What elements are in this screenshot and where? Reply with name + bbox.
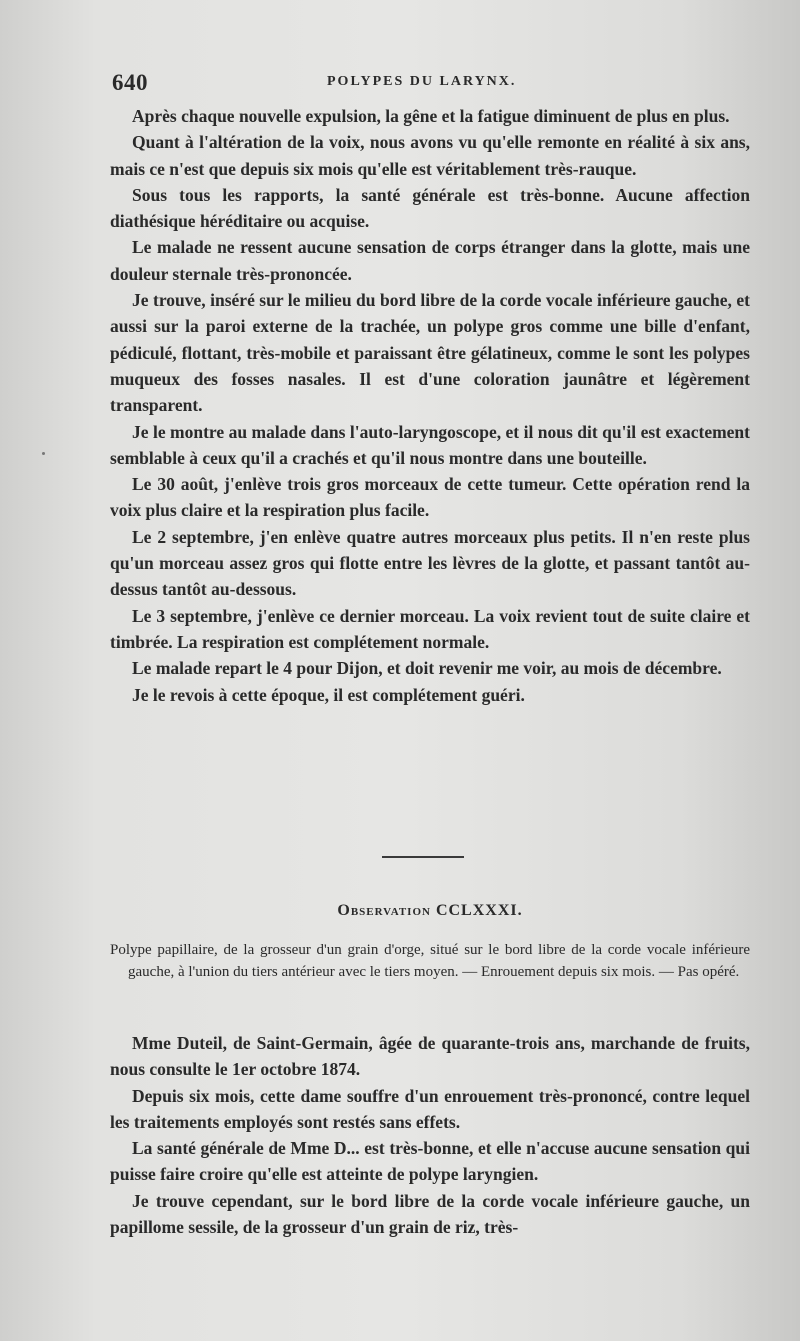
section-divider <box>382 856 464 858</box>
case-continuation-text <box>110 103 750 708</box>
paragraph: Le 3 septembre, j'enlève ce dernier morceau. La voix revient tout de suite claire et timbrée. La respiration est complétement normale. <box>110 605 750 652</box>
paragraph: Mme Duteil, de Saint-Germain, âgée de quarante-trois ans, marchande de fruits, nous consulte le 1er octobre 1874. <box>110 1033 750 1080</box>
paragraph: Le 30 août, j'enlève trois gros morceaux de cette tumeur. Cette opération rend la voix plus claire et la respiration plus facile. <box>110 474 750 521</box>
running-head: POLYPES DU LARYNX. <box>327 74 517 89</box>
paragraph: Je trouve cependant, sur le bord libre de la corde vocale inférieure gauche, un papillome sessile, de la grosseur d'un grain de riz, très- <box>110 1190 750 1238</box>
paragraph: Depuis six mois, cette dame souffre d'un enrouement très-prononcé, contre lequel les traitements employés sont restés sans effets. <box>110 1085 750 1132</box>
page-header <box>112 70 752 100</box>
observation-text <box>110 1030 750 1240</box>
paragraph: Je le montre au malade dans l'auto-laryngoscope, et il nous dit qu'il est exactement semblable à ceux qu'il a crachés et qu'il nous montre dans une bouteille. <box>110 421 750 468</box>
paragraph: Le 2 septembre, j'en enlève quatre autres morceaux plus petits. Il n'en reste plus qu'un morceau assez gros qui flotte entre les lèvres de la glotte, et passant tantôt au-dessus tantôt au-dessous. <box>110 526 750 600</box>
paragraph: La santé générale de Mme D... est très-bonne, et elle n'accuse aucune sensation qui puisse faire croire qu'elle est atteinte de polype laryngien. <box>110 1138 750 1185</box>
observation-summary: Polype papillaire, de la grosseur d'un grain d'orge, situé sur le bord libre de la corde vocale inférieure gauche, à l'union du tiers antérieur avec le tiers moyen. — Enrouement depuis six mois. — Pas opéré. <box>110 942 750 980</box>
paragraph: Je le revois à cette époque, il est complétement guéri. <box>132 684 525 705</box>
paragraph: Le malade repart le 4 pour Dijon, et doit revenir me voir, au mois de décembre. <box>132 658 722 679</box>
paragraph: Quant à l'altération de la voix, nous avons vu qu'elle remonte en réalité à six ans, mais ce n'est que depuis six mois qu'elle est véritablement très-rauque. <box>110 132 750 179</box>
paragraph: Après chaque nouvelle expulsion, la gêne et la fatigue diminuent de plus en plus. <box>132 106 730 126</box>
print-speck <box>42 452 45 455</box>
paragraph: Le malade ne ressent aucune sensation de corps étranger dans la glotte, mais une douleur sternale très-prononcée. <box>110 237 750 284</box>
observation-title: Observation CCLXXXI. <box>337 902 523 919</box>
paragraph: Sous tous les rapports, la santé générale est très-bonne. Aucune affection diathésique héréditaire ou acquise. <box>110 184 750 232</box>
paragraph: Je trouve, inséré sur le milieu du bord libre de la corde vocale inférieure gauche, et aussi sur la paroi externe de la trachée, un polype gros comme une bille d'enfant, pédiculé, flottant, très-mobile et paraissant être gélatineux, comme le sont les polypes muqueux des fosses nasales. Il est d'une coloration jaunâtre et légèrement transparent. <box>110 290 750 416</box>
page-number: 640 <box>112 70 148 95</box>
